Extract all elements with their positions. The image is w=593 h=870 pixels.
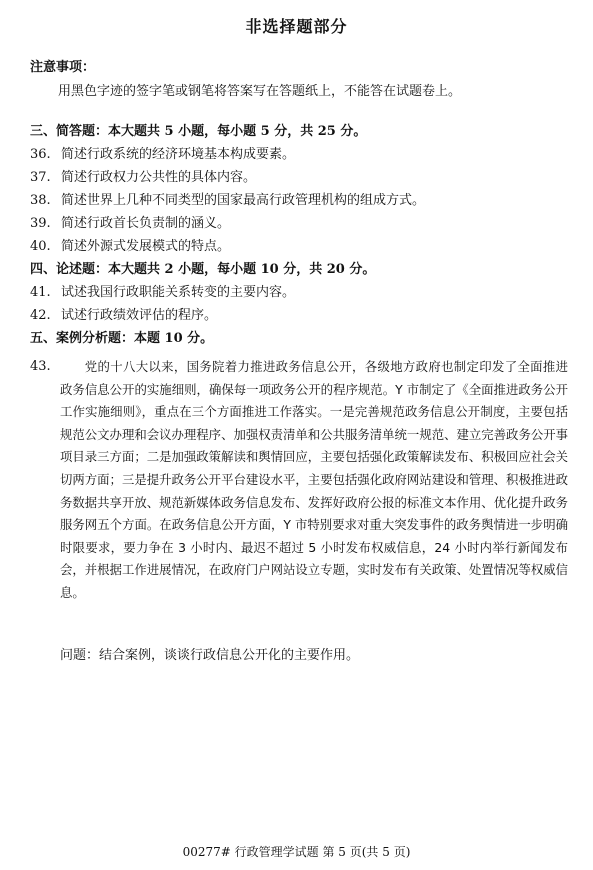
case-prompt: 问题：结合案例，谈谈行政信息公开化的主要作用。 xyxy=(60,648,360,663)
question-item xyxy=(30,189,570,212)
question-number: 42. xyxy=(30,308,51,323)
question-text: 简述行政首长负责制的涵义。 xyxy=(61,216,231,231)
question-number: 40. xyxy=(30,239,51,254)
case-text: 党的十八大以来，国务院着力推进政务信息公开，各级地方政府也制定印发了全面推进政务信息公开的实施细则，确保每一项政务公开的程序规范。Y 市制定了《全面推进政务公开工作实施细则》，重点在三个方面推进工作落实。一是完善规范政务信息公开制度，主要包括规范公文办理和会议办理程序、加强权责清单和公共服务清单统一规范、建立完善政务公开事项目录三方面；二是加强政策解读和舆情回应，主要包括强化政策解读发布、积极回应社会关切两方面；三是提升政务公开平台建设水平，主要包括强化政府网站建设和管理、积极推进政务数据共享开放、规范新媒体政务信息发布、发挥好政府公报的标准文本作用、优化提升政务服务网五个方面。在政务信息公开方面，Y 市特别要求对重大突发事件的政务舆情进一步明确时限要求，要力争在 3 小时内、最迟不超过 5 小时发布权威信息，24 小时内举行新闻发布会，并根据工作进展情况，在政府门户网站设立专题，实时发布有关政策、处置情况等权威信息。 xyxy=(60,359,569,600)
question-item xyxy=(30,304,570,327)
question-item xyxy=(30,212,570,235)
question-text: 简述行政权力公共性的具体内容。 xyxy=(61,170,257,185)
question-item xyxy=(30,281,570,304)
section-heading-case-analysis: 五、案例分析题：本题 10 分。 xyxy=(30,331,214,346)
section-heading-short-answer: 三、简答题：本大题共 5 小题，每小题 5 分，共 25 分。 xyxy=(30,124,367,139)
page-title: 非选择题部分 xyxy=(245,17,348,36)
question-text: 简述世界上几种不同类型的国家最高行政管理机构的组成方式。 xyxy=(61,193,426,208)
question-number: 43. xyxy=(30,359,51,374)
question-item xyxy=(30,143,570,166)
question-list xyxy=(30,120,570,350)
question-text: 简述外源式发展模式的特点。 xyxy=(61,239,231,254)
question-text: 试述我国行政职能关系转变的主要内容。 xyxy=(61,285,296,300)
question-number: 38. xyxy=(30,193,51,208)
question-number: 41. xyxy=(30,285,51,300)
question-number: 36. xyxy=(30,147,51,162)
notice-text: 用黑色字迹的签字笔或钢笔将答案写在答题纸上，不能答在试题卷上。 xyxy=(58,84,462,99)
question-item xyxy=(30,235,570,258)
question-text: 试述行政绩效评估的程序。 xyxy=(61,308,218,323)
question-item xyxy=(30,166,570,189)
question-number: 39. xyxy=(30,216,51,231)
section-heading-essay: 四、论述题：本大题共 2 小题，每小题 10 分，共 20 分。 xyxy=(30,262,376,277)
question-number: 37. xyxy=(30,170,51,185)
page-footer: 00277# 行政管理学试题 第 5 页(共 5 页) xyxy=(182,845,411,859)
notice-heading: 注意事项： xyxy=(30,60,96,75)
question-text: 简述行政系统的经济环境基本构成要素。 xyxy=(61,147,296,162)
